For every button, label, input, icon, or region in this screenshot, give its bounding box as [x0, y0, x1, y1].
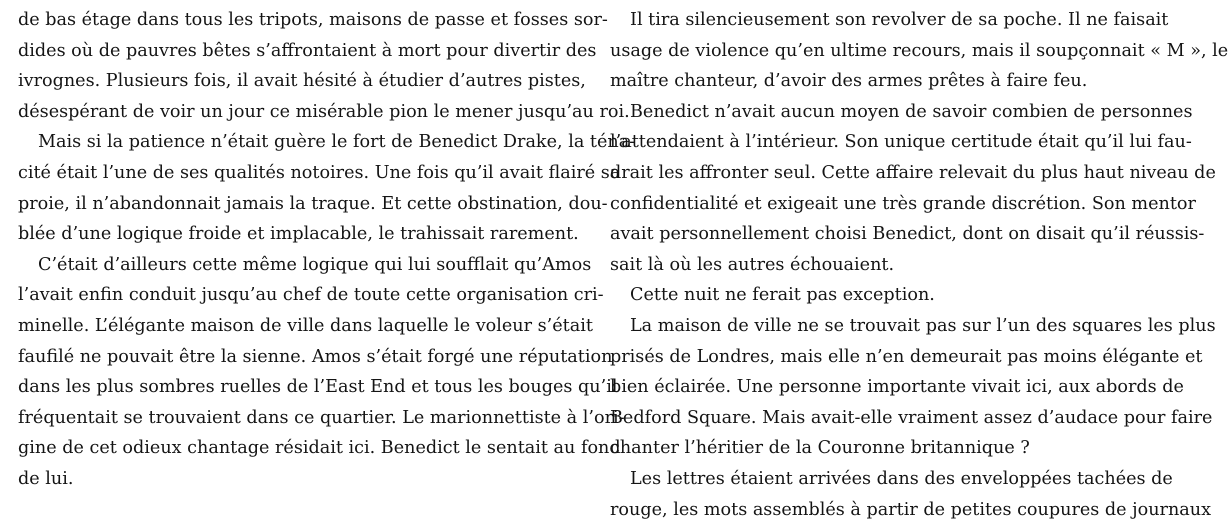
- text-line: fréquentait se trouvaient dans ce quartier. Le marionnettiste à l’ori-: [18, 403, 564, 434]
- text-line: prisés de Londres, mais elle n’en demeurait pas moins élégante et: [610, 342, 1156, 373]
- text-line: drait les affronter seul. Cette affaire relevait du plus haut niveau de: [610, 158, 1156, 189]
- text-line: chanter l’héritier de la Couronne britannique ?: [610, 433, 1156, 464]
- text-line: usage de violence qu’en ultime recours, mais il soupçonnait « M », le: [610, 36, 1156, 67]
- text-line: bien éclairée. Une personne importante vivait ici, aux abords de: [610, 372, 1156, 403]
- text-line: dides où de pauvres bêtes s’affrontaient à mort pour divertir des: [18, 36, 564, 67]
- text-line: de bas étage dans tous les tripots, maisons de passe et fosses sor-: [18, 5, 564, 36]
- left-page: [18, 5, 564, 517]
- text-line: avait personnellement choisi Benedict, dont on disait qu’il réussis-: [610, 219, 1156, 250]
- text-line: gine de cet odieux chantage résidait ici. Benedict le sentait au fond: [18, 433, 564, 464]
- text-line: Mais si la patience n’était guère le fort de Benedict Drake, la téna-: [18, 127, 564, 158]
- text-line: de lui.: [18, 464, 564, 495]
- text-line: rouge, les mots assemblés à partir de petites coupures de journaux: [610, 495, 1156, 525]
- text-line: Il tira silencieusement son revolver de sa poche. Il ne faisait: [610, 5, 1156, 36]
- text-line: minelle. L’élégante maison de ville dans laquelle le voleur s’était: [18, 311, 564, 342]
- text-line: C’était d’ailleurs cette même logique qui lui soufflait qu’Amos: [18, 250, 564, 281]
- text-line: Les lettres étaient arrivées dans des enveloppées tachées de: [610, 464, 1156, 495]
- text-line: Cette nuit ne ferait pas exception.: [610, 280, 1156, 311]
- right-page: [610, 5, 1156, 517]
- text-line: faufilé ne pouvait être la sienne. Amos s’était forgé une réputation: [18, 342, 564, 373]
- text-line: sait là où les autres échouaient.: [610, 250, 1156, 281]
- text-line: Benedict n’avait aucun moyen de savoir combien de personnes: [610, 97, 1156, 128]
- text-line: maître chanteur, d’avoir des armes prêtes à faire feu.: [610, 66, 1156, 97]
- text-line: dans les plus sombres ruelles de l’East End et tous les bouges qu’il: [18, 372, 564, 403]
- text-line: ivrognes. Plusieurs fois, il avait hésité à étudier d’autres pistes,: [18, 66, 564, 97]
- text-line: blée d’une logique froide et implacable, le trahissait rarement.: [18, 219, 564, 250]
- text-line: La maison de ville ne se trouvait pas sur l’un des squares les plus: [610, 311, 1156, 342]
- text-line: Bedford Square. Mais avait-elle vraiment assez d’audace pour faire: [610, 403, 1156, 434]
- text-line: l’avait enfin conduit jusqu’au chef de toute cette organisation cri-: [18, 280, 564, 311]
- text-line: confidentialité et exigeait une très grande discrétion. Son mentor: [610, 189, 1156, 220]
- text-line: désespérant de voir un jour ce misérable pion le mener jusqu’au roi.: [18, 97, 564, 128]
- text-line: cité était l’une de ses qualités notoires. Une fois qu’il avait flairé sa: [18, 158, 564, 189]
- text-line: proie, il n’abandonnait jamais la traque. Et cette obstination, dou-: [18, 189, 564, 220]
- text-line: l’attendaient à l’intérieur. Son unique certitude était qu’il lui fau-: [610, 127, 1156, 158]
